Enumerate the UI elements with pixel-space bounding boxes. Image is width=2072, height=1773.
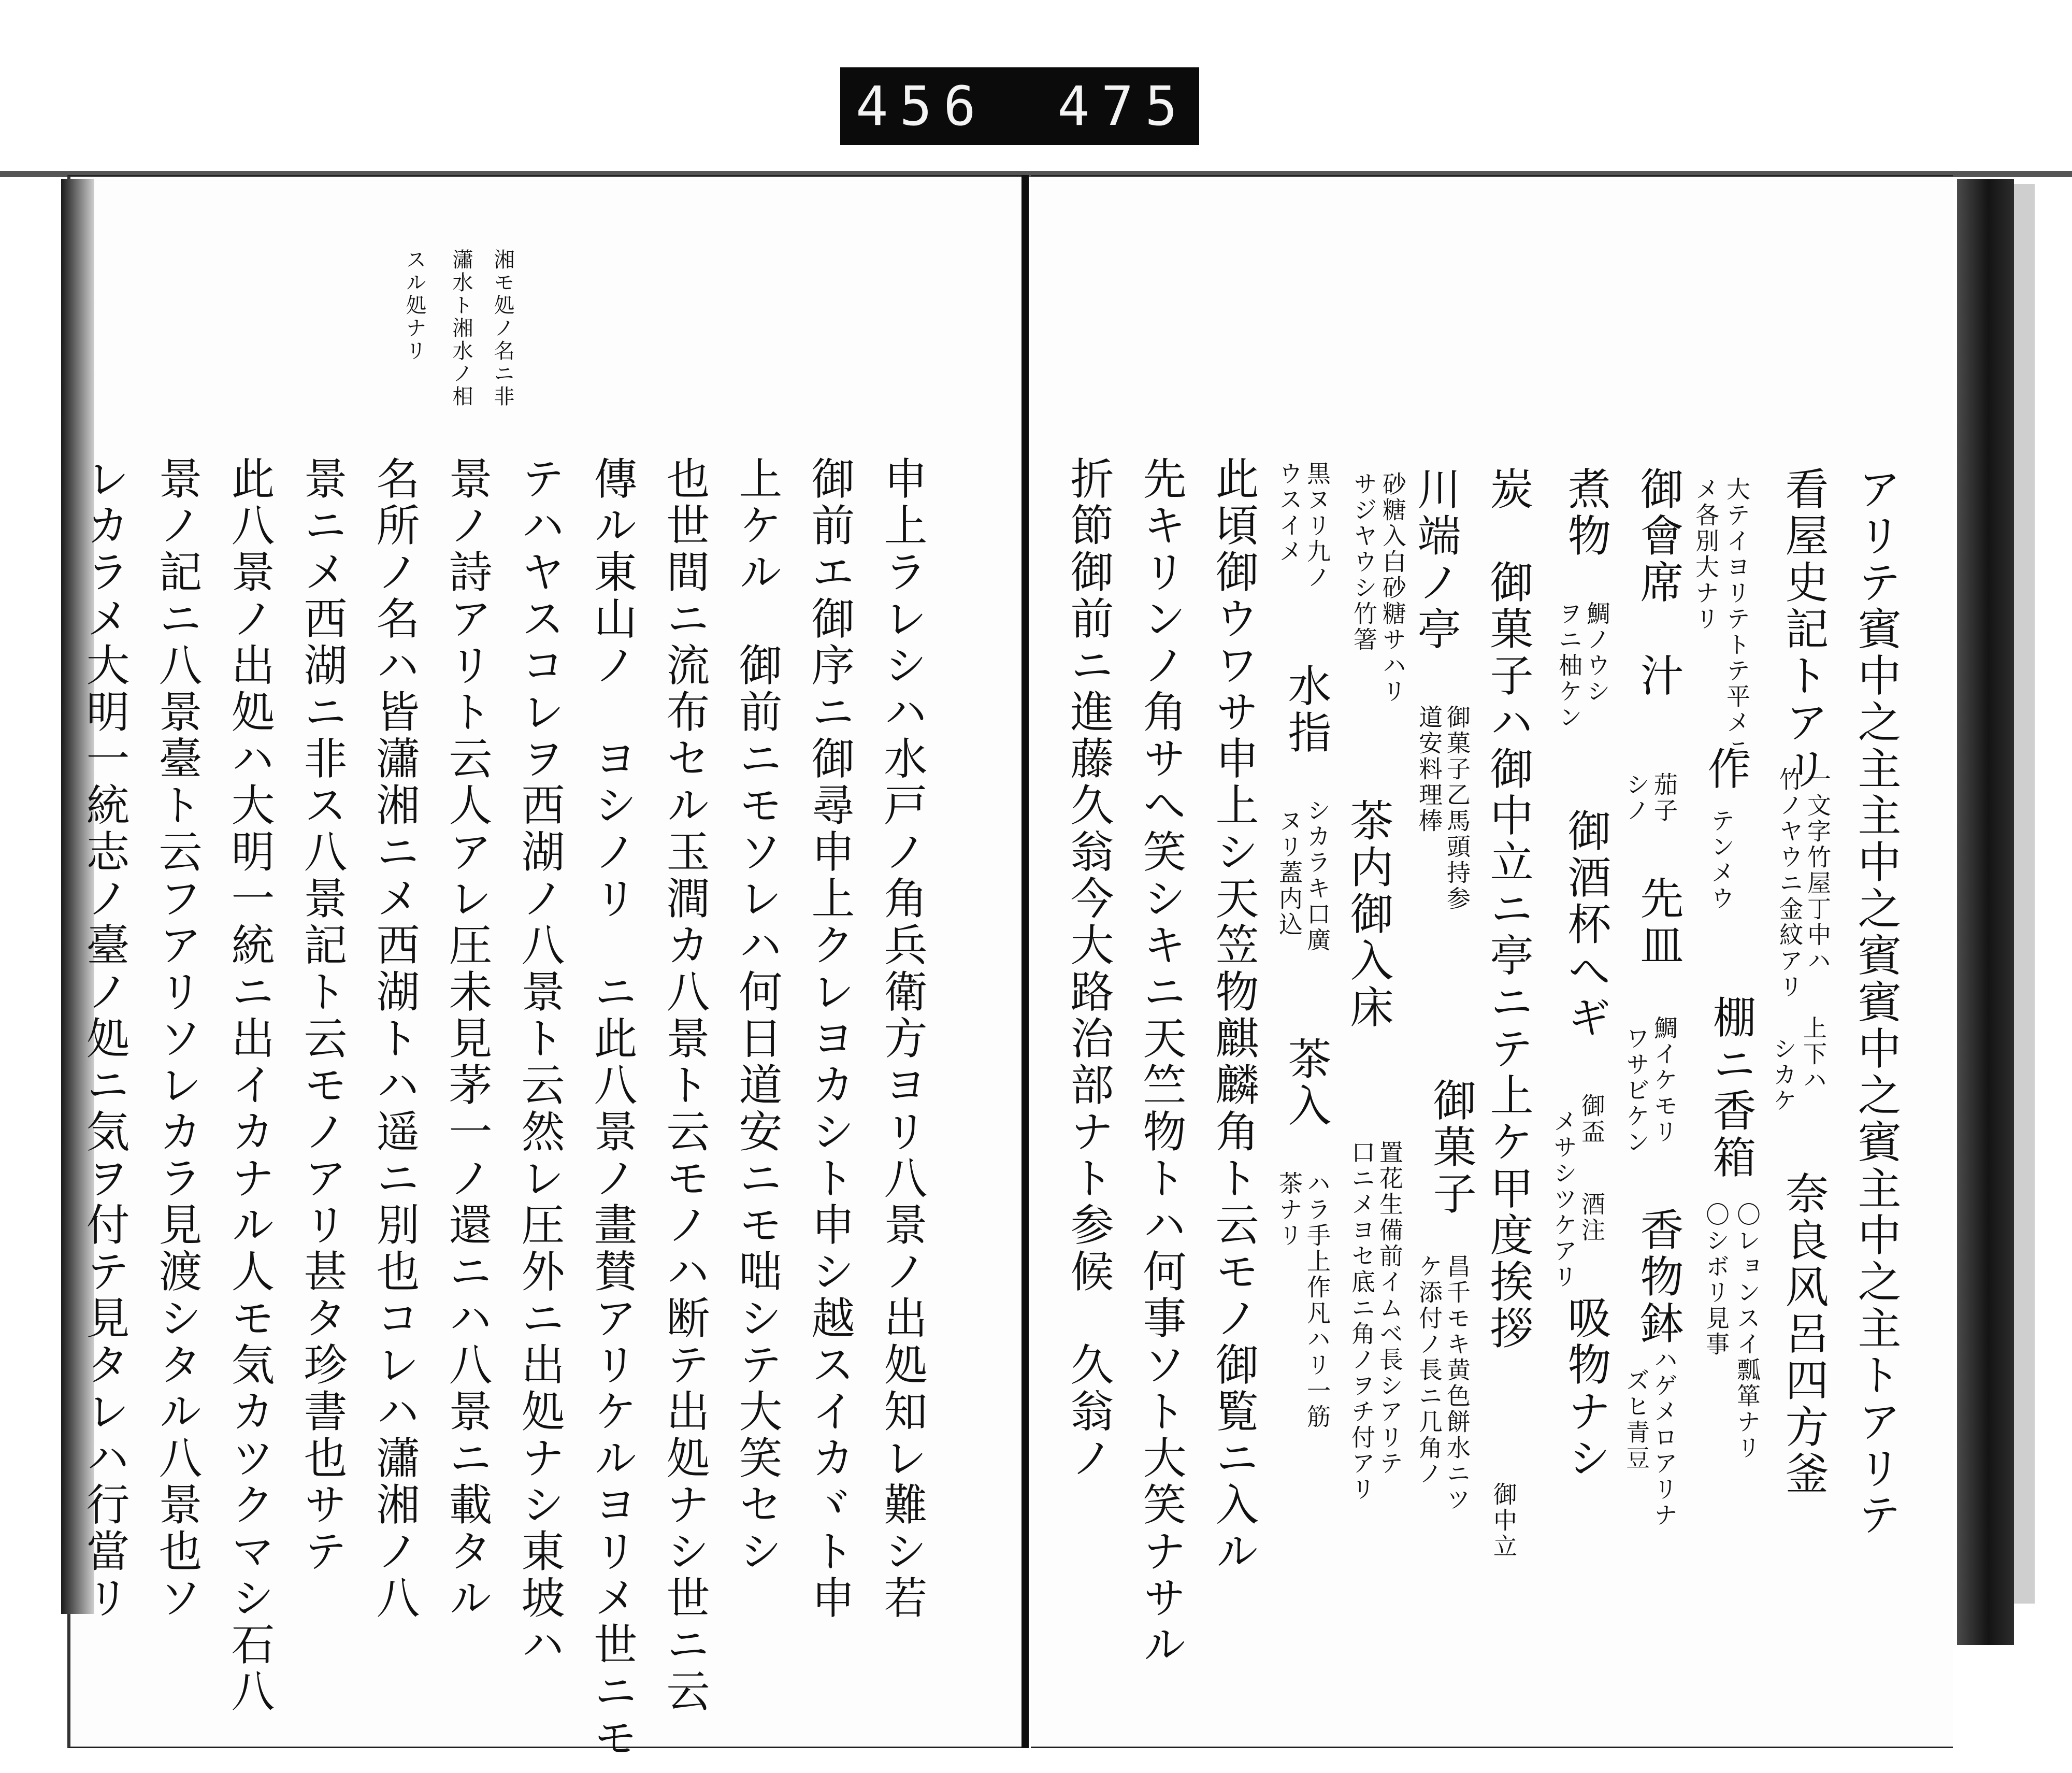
text-line: 申上ラレシハ水戸ノ角兵衛方ヨリ八景ノ出処知レ難シ若 xyxy=(877,456,928,1622)
text-line: 水指 xyxy=(1281,663,1332,756)
annotation: 砂糖入白砂糖サハリ xyxy=(1379,471,1407,705)
text-line: 傳ル東山ノ ヨシノリ ニ此八景ノ畫賛アリケルヨリメ世ニモ xyxy=(587,456,638,1762)
text-line: 景ノ記ニ八景臺ト云フアリソレカラ見渡シタル八景也ソ xyxy=(152,456,203,1622)
text-line: 茶入 xyxy=(1281,1036,1332,1129)
text-line: 川端ノ亭 xyxy=(1411,466,1461,653)
text-line: 作 xyxy=(1701,746,1751,793)
annotation: 黒ヌリ九ノ xyxy=(1303,461,1331,591)
text-line: 此八景ノ出処ハ大明一統ニ出イカナル人モ気カツクマシ石八 xyxy=(224,456,275,1715)
text-line: 也世間ニ流布セル玉澗カ八景ト云モノハ断テ出処ナシ世ニ云 xyxy=(659,456,710,1715)
annotation: ワサビケン xyxy=(1622,1026,1650,1155)
text-line: 炭 御菓子ハ御中立ニ亭ニテ上ケ甲度挨拶 xyxy=(1483,466,1534,1352)
annotation: メサシツケアリ xyxy=(1550,1109,1578,1290)
margin-note-line: 瀟水ト湘水ノ相 xyxy=(449,249,473,408)
text-line: 此頃御ウワサ申上シ天笠物麒麟角ト云モノ御覧ニ入ル xyxy=(1208,456,1259,1575)
text-line: 御前エ御序ニ御尋申上クレヨカシト申シ越スイカヾト申 xyxy=(804,456,855,1622)
margin-note-line: 湘モ処ノ名ニ非 xyxy=(491,249,514,408)
annotation: ハゲメロアリナ xyxy=(1650,1347,1678,1528)
annotation: 御菓子乙馬頭持参 xyxy=(1443,705,1471,912)
annotation: 鯛イケモリ xyxy=(1650,1016,1678,1145)
text-line: 香物鉢 xyxy=(1633,1207,1684,1347)
annotation: ウスイメ xyxy=(1275,461,1303,565)
text-line: アリテ賓中之主主中之賓賓中之賓主中之主トアリテ xyxy=(1851,466,1902,1539)
annotation: 上下ハ xyxy=(1800,1016,1828,1093)
text-line: 御菓子 xyxy=(1426,1078,1477,1218)
annotation: ズヒ青豆 xyxy=(1622,1368,1650,1471)
annotation: ハラ手上作凡ハリ一筋 xyxy=(1303,1171,1331,1430)
annotation: 竹ノヤウニ金紋アリ xyxy=(1776,767,1804,1000)
annotation: 御盃 xyxy=(1578,1093,1606,1145)
annotation: 口ニメヨセ底ニ角ノヲチ付アリ xyxy=(1348,1140,1376,1503)
annotation: ヌリ蓋内込 xyxy=(1275,808,1303,938)
text-line: テハヤスコレヲ西湖ノ八景ト云然レ圧外ニ出処ナシ東坡ハ xyxy=(514,456,565,1668)
text-line: 茶内御入床 xyxy=(1343,798,1394,1031)
annotation: サジヤウシ竹箸 xyxy=(1350,471,1378,653)
annotation: 茶ナリ xyxy=(1275,1171,1303,1249)
annotation: シノ xyxy=(1622,772,1650,824)
annotation: 御中立 xyxy=(1490,1482,1518,1560)
annotation: ヲニ柚ケン xyxy=(1555,601,1583,731)
text-line: 名所ノ名ハ皆瀟湘ニメ西湖トハ遥ニ別也コレハ瀟湘ノ八 xyxy=(369,456,420,1622)
annotation: 茄子 xyxy=(1650,772,1678,824)
annotation: メ各別大ナリ xyxy=(1692,477,1720,632)
annotation: シカラキ口廣 xyxy=(1303,798,1331,953)
text-line: 看屋史記トアリ xyxy=(1778,466,1829,793)
margin-note-line: スル処ナリ xyxy=(402,249,426,363)
annotation: シカケ xyxy=(1769,1036,1797,1114)
annotation: ケ添付ノ長ニ几角ノ xyxy=(1415,1254,1443,1487)
annotation: 鯛ノウシ xyxy=(1583,601,1611,705)
annotation: テンメウ xyxy=(1707,808,1735,912)
annotation: 酒注 xyxy=(1578,1192,1606,1243)
annotation: 昌千モキ黄色餅水ニツ xyxy=(1443,1254,1471,1513)
text-line: 折節御前ニ進藤久翁今大路治部ナト参候 久翁ノ xyxy=(1063,456,1114,1482)
text-line: 御會席 汁 xyxy=(1633,466,1684,699)
annotation: 大テイヨリテトテ平メニ xyxy=(1723,477,1751,762)
text-line: 景ノ詩アリト云人アレ圧未見茅一ノ還ニハ八景ニ載タル xyxy=(442,456,493,1622)
text-line: 先キリンノ角サへ笑シキニ天竺物トハ何事ソト大笑ナサル xyxy=(1136,456,1187,1668)
annotation: 〇レョンスイ瓢箪ナリ xyxy=(1733,1202,1761,1461)
text-line: 先皿 xyxy=(1633,876,1684,969)
frame-number-right: 475 xyxy=(1057,75,1189,138)
text-line: 吸物ナシ xyxy=(1561,1295,1611,1482)
frame-number-left: 456 xyxy=(856,75,987,138)
text-line: 御酒杯へギ xyxy=(1561,808,1611,1041)
annotation: 道安料理棒 xyxy=(1415,705,1443,834)
text-line: 棚ニ香箱 xyxy=(1706,995,1757,1181)
text-line: 煮物 xyxy=(1561,466,1611,560)
annotation: 一文字竹屋丁中ハ xyxy=(1804,767,1832,974)
text-line: 奈良风呂四方釜 xyxy=(1778,1171,1829,1497)
text-line: レカラメ大明一統志ノ臺ノ処ニ気ヲ付テ見タレハ行當リ xyxy=(79,456,130,1622)
text-line: 上ケル 御前ニモソレハ何日道安ニモ咄シテ大笑セシ xyxy=(732,456,783,1575)
annotation: 〇シボリ見事 xyxy=(1702,1202,1730,1357)
annotation: 置花生備前イムベ長シアリテ xyxy=(1376,1140,1404,1477)
text-line: 景ニメ西湖ニ非ス八景記ト云モノアリ甚タ珍書也サテ xyxy=(297,456,348,1575)
